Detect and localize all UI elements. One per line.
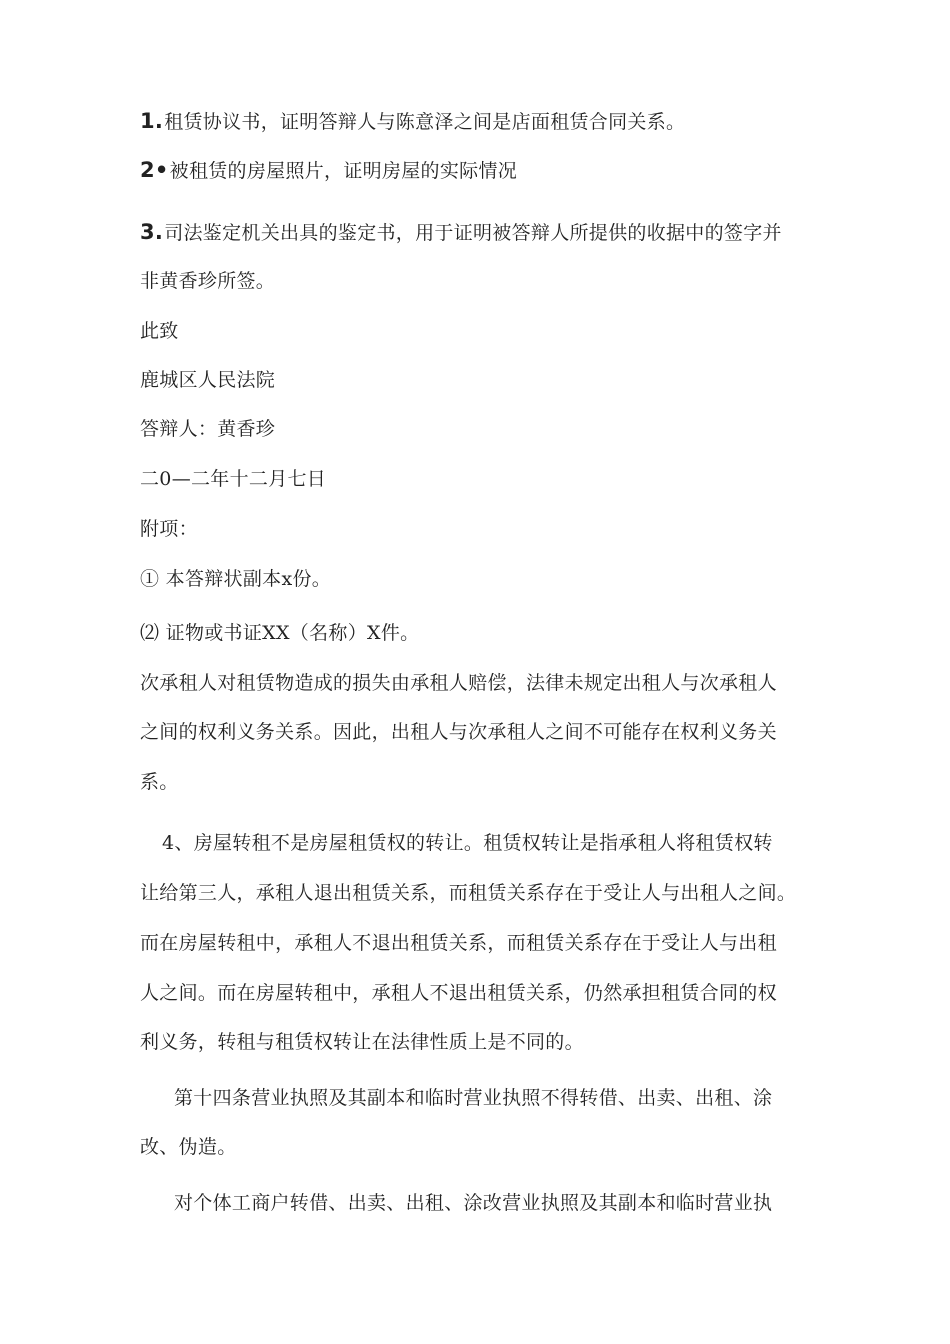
- attachments-label: 附项：: [140, 518, 198, 540]
- paragraph-line: 4、房屋转租不是房屋租赁权的转让。租赁权转让是指承租人将租赁权转: [162, 832, 773, 854]
- paragraph-line: 而在房屋转租中，承租人不退出租赁关系，而租赁关系存在于受让人与出租: [140, 932, 777, 954]
- evidence-item-1: [140, 108, 685, 135]
- evidence-text: 租赁协议书，证明答辩人与陈意泽之间是店面租赁合同关系。: [164, 111, 686, 133]
- paragraph-line: 第十四条营业执照及其副本和临时营业执照不得转借、出卖、出租、涂: [174, 1087, 773, 1109]
- evidence-item-3: [140, 219, 782, 246]
- paragraph-line: 人之间。而在房屋转租中，承租人不退出租赁关系，仍然承担租赁合同的权: [140, 982, 777, 1004]
- paragraph-line: 系。: [140, 771, 179, 793]
- document-date: 二0—二年十二月七日: [140, 468, 327, 490]
- paragraph-line: 让给第三人，承租人退出租赁关系，而租赁关系存在于受让人与出租人之间。: [140, 882, 797, 904]
- paragraph-line: 利义务，转租与租赁权转让在法律性质上是不同的。: [140, 1031, 584, 1053]
- paragraph-line: 对个体工商户转借、出卖、出租、涂改营业执照及其副本和临时营业执: [174, 1192, 773, 1214]
- evidence-text: 被租赁的房屋照片，证明房屋的实际情况: [169, 160, 518, 182]
- salutation: 此致: [140, 320, 179, 342]
- paragraph-line: 次承租人对租赁物造成的损失由承租人赔偿，法律未规定出租人与次承租人: [140, 672, 777, 694]
- attachment-item-2: ⑵ 证物或书证XX（名称）X件。: [140, 622, 420, 644]
- paragraph-line: 之间的权利义务关系。因此，出租人与次承租人之间不可能存在权利义务关: [140, 721, 777, 743]
- paragraph-line: 改、伪造。: [140, 1136, 237, 1158]
- evidence-number: 3.: [140, 220, 164, 244]
- evidence-number: 2•: [140, 158, 169, 182]
- evidence-item-2: [140, 157, 517, 184]
- evidence-item-3-continuation: 非黄香珍所签。: [140, 270, 276, 292]
- evidence-number: 1.: [140, 109, 164, 133]
- respondent-signature: 答辩人：黄香珍: [140, 418, 276, 440]
- court-name: 鹿城区人民法院: [140, 369, 276, 391]
- evidence-text: 司法鉴定机关出具的鉴定书，用于证明被答辩人所提供的收据中的签字并: [164, 222, 782, 244]
- attachment-item-1: ① 本答辩状副本x份。: [140, 568, 332, 590]
